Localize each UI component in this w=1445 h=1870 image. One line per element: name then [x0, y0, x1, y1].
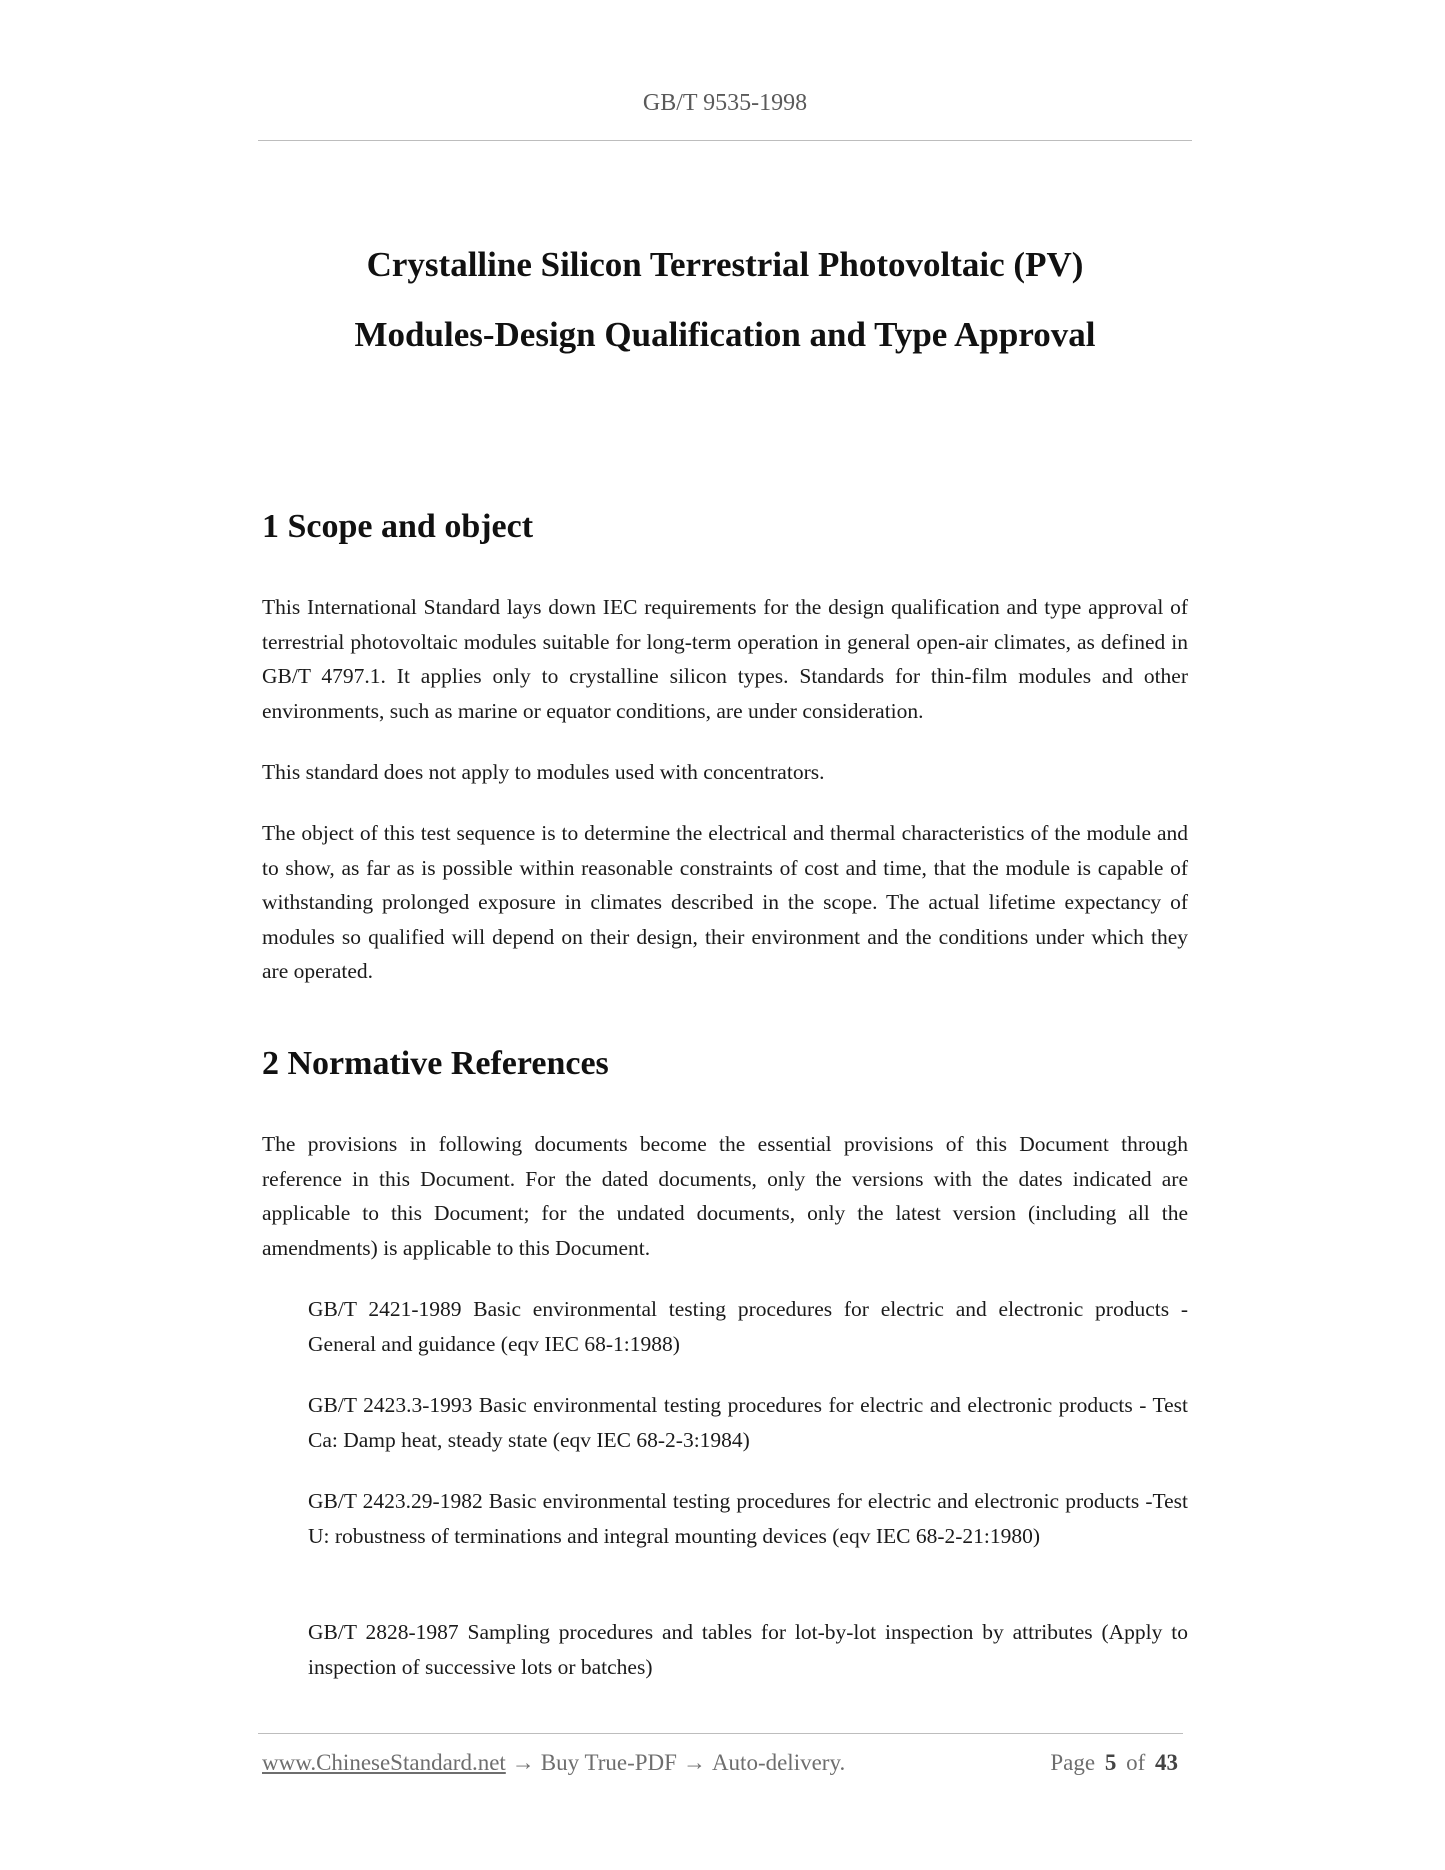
document-title-line-1: Crystalline Silicon Terrestrial Photovoltaic (PV)	[366, 245, 1084, 284]
arrow-right-icon: →	[682, 1750, 706, 1775]
page-number	[1050, 1750, 1182, 1776]
section-heading-scope: 1 Scope and object	[262, 508, 534, 545]
of-label: of	[1126, 1750, 1146, 1775]
page-header-doc-code: GB/T 9535-1998	[642, 90, 808, 116]
reference-item: GB/T 2423.3-1993 Basic environmental testing procedures for electric and electronic products - Test Ca: Damp heat, steady state (eqv IEC 68-2-3:1984)	[308, 1393, 1188, 1452]
footer-promo	[262, 1750, 845, 1776]
auto-delivery-text: Auto-delivery.	[711, 1750, 846, 1775]
arrow-right-icon: →	[511, 1750, 535, 1775]
footer-divider	[258, 1733, 1183, 1734]
header-divider	[258, 140, 1192, 141]
site-link[interactable]: www.ChineseStandard.net	[262, 1750, 506, 1775]
references-intro-paragraph: The provisions in following documents become the essential provisions of this Document through reference in this Document. For the dated documents, only the versions with the dates indicated are applicable to this Document; for the undated documents, only the latest version (including all the amendments) is applicable to this Document.	[262, 1132, 1188, 1260]
scope-paragraph-3: The object of this test sequence is to determine the electrical and thermal characteristics of the module and to show, as far as is possible within reasonable constraints of cost and time, that the module is capable of withstanding prolonged exposure in climates described in the scope. The actual lifetime expectancy of modules so qualified will depend on their design, their environment and the conditions under which they are operated.	[262, 821, 1188, 983]
reference-item: GB/T 2421-1989 Basic environmental testing procedures for electric and electronic products - General and guidance (eqv IEC 68-1:1988)	[308, 1297, 1188, 1356]
reference-item: GB/T 2828-1987 Sampling procedures and tables for lot-by-lot inspection by attributes (Apply to inspection of successive lots or batches)	[308, 1620, 1188, 1679]
document-title-line-2: Modules-Design Qualification and Type Approval	[354, 315, 1096, 354]
reference-item: GB/T 2423.29-1982 Basic environmental testing procedures for electric and electronic products -Test U: robustness of terminations and integral mounting devices (eqv IEC 68-2-21:1980)	[308, 1489, 1188, 1548]
scope-paragraph-2: This standard does not apply to modules used with concentrators.	[262, 760, 825, 784]
section-heading-normative-references: 2 Normative References	[262, 1045, 609, 1082]
scope-paragraph-1: This International Standard lays down IEC requirements for the design qualification and type approval of terrestrial photovoltaic modules suitable for long-term operation in general open-air climates, as defined in GB/T 4797.1. It applies only to crystalline silicon types. Standards for thin-film modules and other environments, such as marine or equator conditions, are under consideration.	[262, 595, 1188, 723]
buy-true-pdf-text: Buy True-PDF	[540, 1750, 677, 1775]
page-current: 5	[1104, 1750, 1117, 1775]
page-footer	[262, 1750, 1182, 1784]
page-total: 43	[1155, 1750, 1178, 1775]
page-label: Page	[1050, 1750, 1096, 1775]
